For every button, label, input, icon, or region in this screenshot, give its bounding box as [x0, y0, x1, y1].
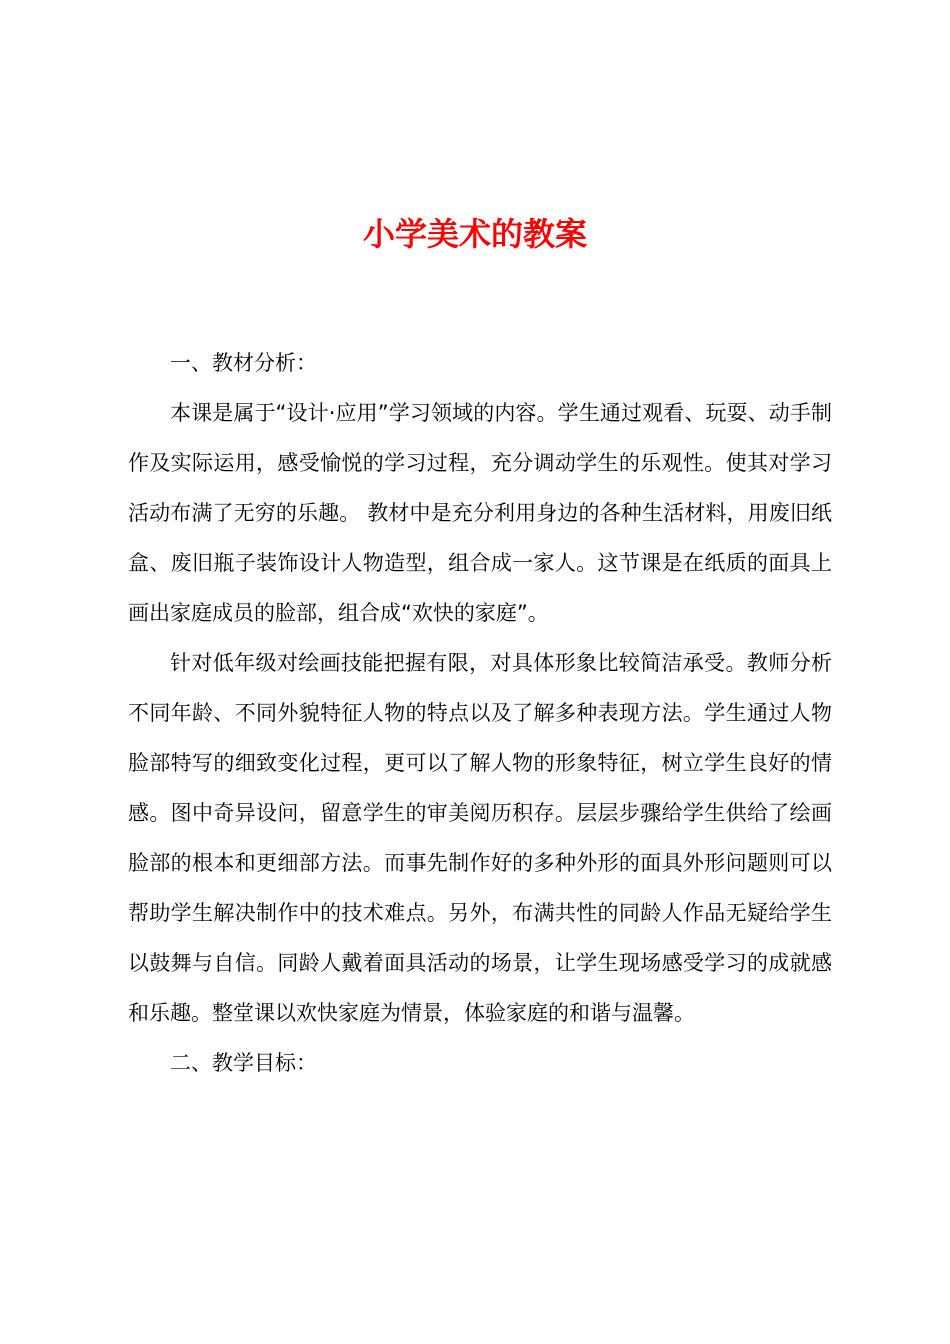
paragraph-teaching-approach: 针对低年级对绘画技能把握有限，对具体形象比较简洁承受。教师分析不同年龄、不同外貌特征人物的特点以及了解多种表现方法。学生通过人物脸部特写的细致变化过程，更可以了解人物的形象特征，树立学生良好的情感。图中奇异设问，留意学生的审美阅历积存。层层步骤给学生供给了绘画脸部的根本和更细部方法。而事先制作好的多种外形的面具外形问题则可以帮助学生解决制作中的技术难点。另外，布满共性的同龄人作品无疑给学生以鼓舞与自信。同龄人戴着面具活动的场景，让学生现场感受学习的成就感和乐趣。整堂课以欢快家庭为情景，体验家庭的和谐与温馨。 [128, 651, 832, 1025]
section-heading-teaching-goals: 二、教学目标： [170, 1051, 317, 1075]
paragraph-course-overview: 本课是属于“设计·应用”学习领域的内容。学生通过观看、玩耍、动手制作及实际运用，感受愉悦的学习过程，充分调动学生的乐观性。使其对学习活动布满了无穷的乐趣。 教材中是充分利用身边的各种生活材料，用废旧纸盒、废旧瓶子装饰设计人物造型，组合成一家人。这节课是在纸质的面具上画出家庭成员的脸部，组合成“欢快的家庭”。 [128, 401, 832, 625]
document-title: 小学美术的教案 [362, 215, 587, 253]
section-heading-textbook-analysis: 一、教材分析： [170, 351, 317, 375]
document-body [128, 338, 832, 1088]
